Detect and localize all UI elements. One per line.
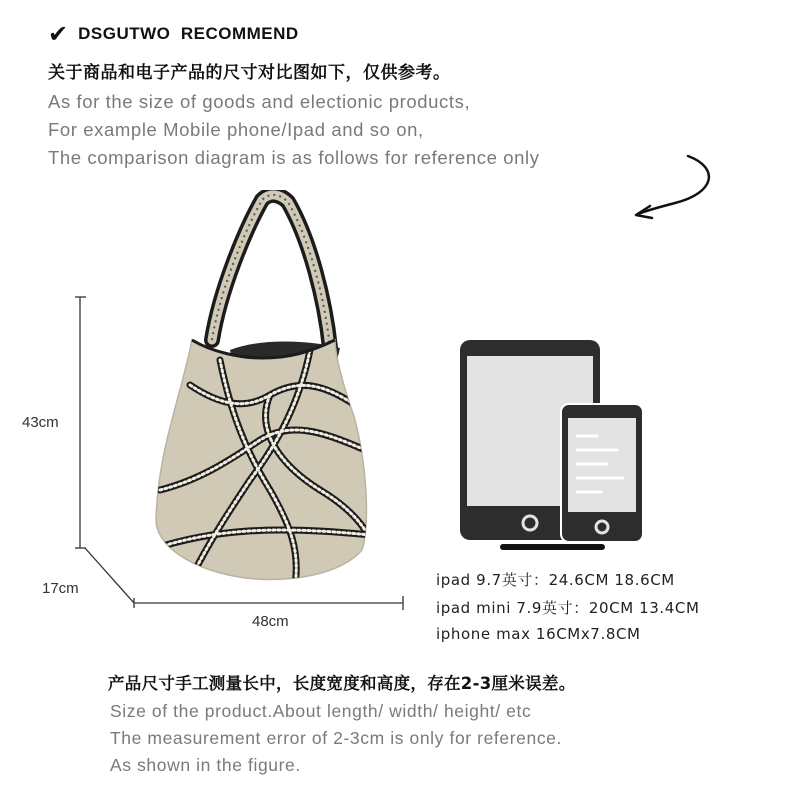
ipad-spec-text: ipad 9.7英寸：24.6CM 18.6CM — [436, 571, 675, 589]
brand-header — [48, 22, 299, 46]
intro-chinese-text: 关于商品和电子产品的尺寸对比图如下，仅供参考。 — [48, 63, 451, 83]
measurement-note-line-1: Size of the product.About length/ width/ height/ etc — [110, 701, 532, 721]
height-label: 43cm — [22, 414, 59, 431]
depth-line — [85, 548, 134, 603]
iphone-max-spec-text: iphone max 16CMx7.8CM — [436, 625, 641, 643]
intro-english-line-3: The comparison diagram is as follows for reference only — [48, 147, 540, 168]
measurement-note-line-3: As shown in the figure. — [110, 755, 301, 775]
width-label: 48cm — [252, 613, 289, 630]
check-icon: ✔ — [48, 20, 69, 48]
curved-arrow-icon — [620, 148, 730, 228]
measurement-note-chinese: 产品尺寸手工测量长中，长度宽度和高度，存在2-3厘米误差。 — [108, 674, 576, 693]
depth-label: 17cm — [42, 580, 79, 597]
ipad-and-phone-icon — [455, 336, 655, 556]
tote-bag-image — [150, 190, 390, 590]
intro-english-line-2: For example Mobile phone/Ipad and so on, — [48, 119, 424, 140]
intro-english-line-1: As for the size of goods and electionic products, — [48, 91, 471, 112]
ipad-mini-spec-text: ipad mini 7.9英寸：20CM 13.4CM — [436, 599, 700, 617]
brand-recommend-text: DSGUTWO RECOMMEND — [78, 24, 299, 43]
measurement-note-line-2: The measurement error of 2-3cm is only for reference. — [110, 728, 562, 748]
